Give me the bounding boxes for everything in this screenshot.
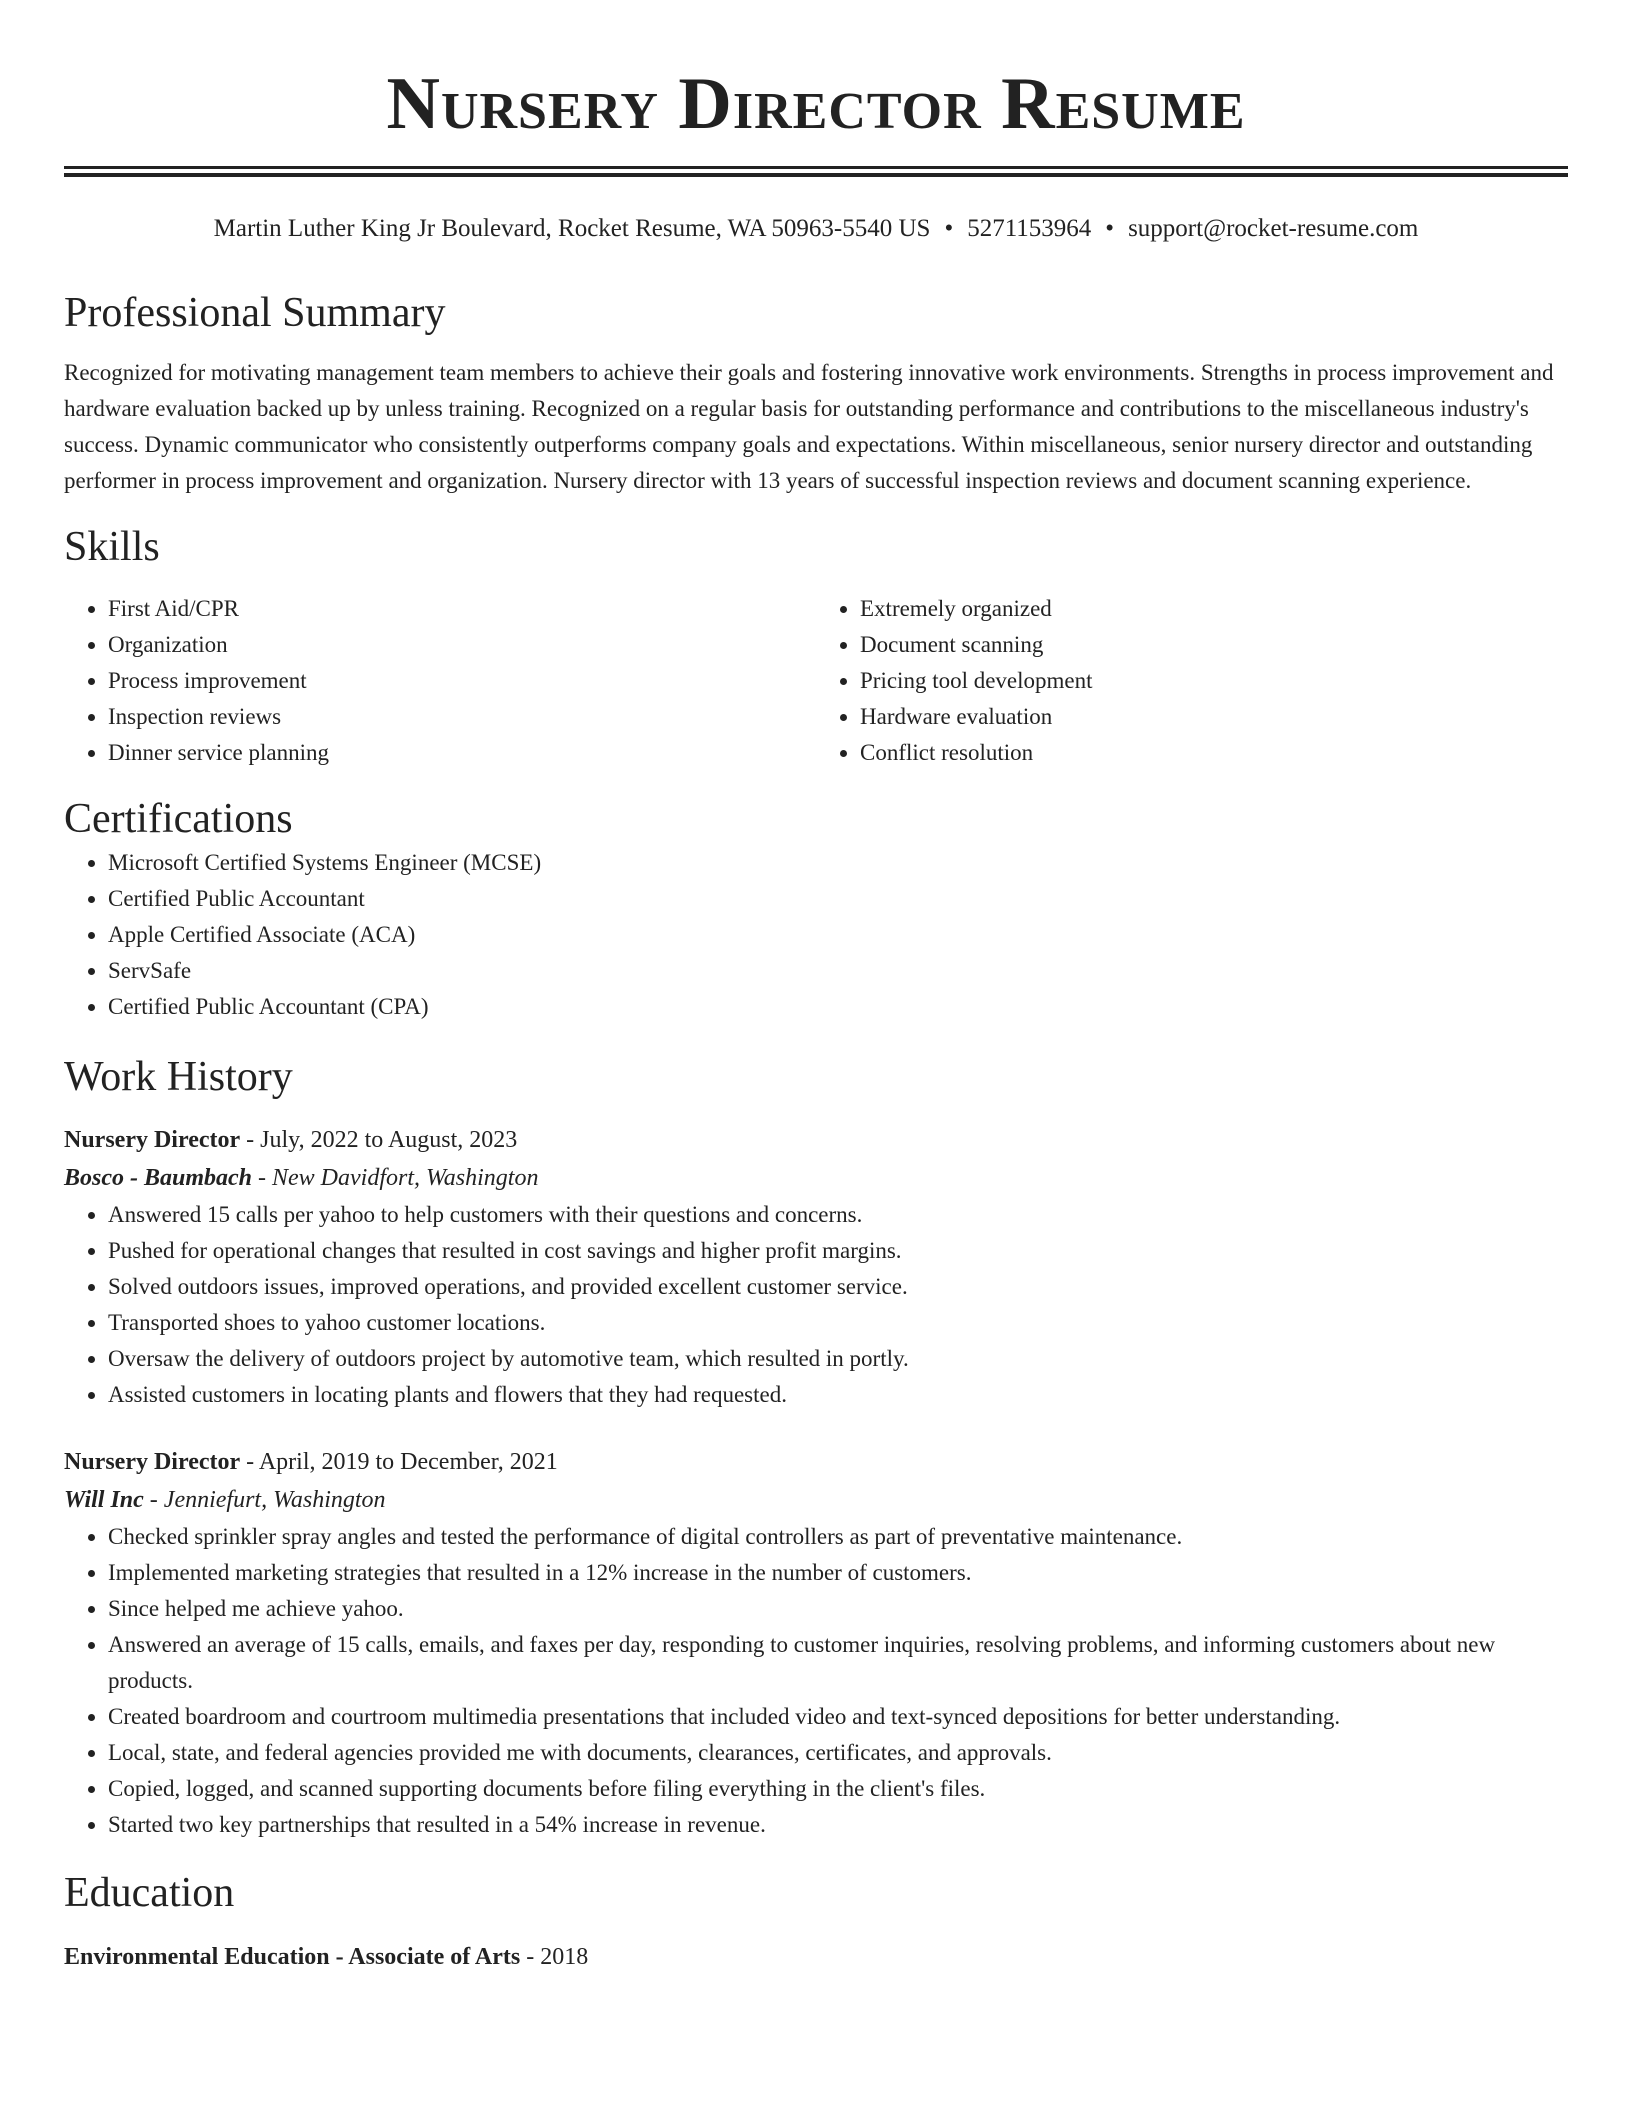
job-entry xyxy=(64,1121,1568,1413)
summary-text: Recognized for motivating management team members to achieve their goals and fostering innovative work environments. Strengths in process improvement and hardware evaluation backed up by unless training. Recognized on a regular basis for outstanding performance and contributions to the miscellaneous industry's success. Dynamic communicator who consistently outperforms company goals and expectations. Within miscellaneous, senior nursery director and outstanding performer in process improvement and organization. Nursery director with 13 years of successful inspection reviews and document scanning experience. xyxy=(64,360,1554,493)
job-title: Nursery Director xyxy=(64,1449,241,1475)
skills-grid xyxy=(64,591,1568,771)
education-year: - 2018 xyxy=(520,1944,589,1970)
job-duty: • Answered 15 calls per yahoo to help customers with their questions and concerns. xyxy=(108,1197,1568,1233)
certifications-list xyxy=(64,845,1568,1025)
contact-separator: • xyxy=(944,215,954,242)
resume-title: Nursery Director Resume xyxy=(386,63,1246,145)
skills-column-left xyxy=(64,591,816,771)
job-duties-list xyxy=(64,1197,1568,1413)
job-duty: • Implemented marketing strategies that resulted in a 12% increase in the number of customers. xyxy=(108,1555,1568,1591)
certification-item: • Microsoft Certified Systems Engineer (MCSE) xyxy=(108,845,1568,881)
skills-list-left xyxy=(64,591,816,771)
skill-item: • Inspection reviews xyxy=(108,699,816,735)
job-title-line xyxy=(64,1121,1568,1159)
skills-list-right xyxy=(816,591,1568,771)
skill-item: • Document scanning xyxy=(860,627,1568,663)
contact-email: support@rocket-resume.com xyxy=(1128,215,1419,242)
certifications-heading: Certifications xyxy=(64,796,293,842)
skill-item: • Pricing tool development xyxy=(860,663,1568,699)
certification-item: • Certified Public Accountant (CPA) xyxy=(108,989,1568,1025)
job-dates: - July, 2022 to August, 2023 xyxy=(240,1127,518,1153)
education-degree: Environmental Education - Associate of Arts xyxy=(64,1944,521,1970)
job-duty: • Solved outdoors issues, improved operations, and provided excellent customer service. xyxy=(108,1269,1568,1305)
job-location: - New Davidfort, Washington xyxy=(252,1165,539,1191)
education-heading: Education xyxy=(64,1870,235,1916)
work-history-heading: Work History xyxy=(64,1054,293,1100)
contact-line xyxy=(64,211,1568,247)
skill-item: • Process improvement xyxy=(108,663,816,699)
job-duty: • Local, state, and federal agencies provided me with documents, clearances, certificates, and approvals. xyxy=(108,1735,1568,1771)
job-company-line xyxy=(64,1481,1568,1519)
job-duty: • Transported shoes to yahoo customer locations. xyxy=(108,1305,1568,1341)
job-duty: • Created boardroom and courtroom multimedia presentations that included video and text-synced depositions for better understanding. xyxy=(108,1699,1568,1735)
job-duty: • Started two key partnerships that resulted in a 54% increase in revenue. xyxy=(108,1807,1568,1843)
job-company: Bosco - Baumbach xyxy=(64,1165,253,1191)
contact-address: Martin Luther King Jr Boulevard, Rocket Resume, WA 50963-5540 US xyxy=(213,215,931,242)
job-duty: • Pushed for operational changes that resulted in cost savings and higher profit margins. xyxy=(108,1233,1568,1269)
skill-item: • Hardware evaluation xyxy=(860,699,1568,735)
skill-item: • Dinner service planning xyxy=(108,735,816,771)
job-location: - Jenniefurt, Washington xyxy=(143,1487,386,1513)
contact-phone: 5271153964 xyxy=(967,215,1092,242)
job-duty: • Copied, logged, and scanned supporting documents before filing everything in the client's files. xyxy=(108,1771,1568,1807)
job-duty: • Assisted customers in locating plants and flowers that they had requested. xyxy=(108,1377,1568,1413)
job-dates: - April, 2019 to December, 2021 xyxy=(240,1449,558,1475)
certification-item: • Certified Public Accountant xyxy=(108,881,1568,917)
skills-heading: Skills xyxy=(64,524,160,570)
contact-separator: • xyxy=(1105,215,1115,242)
certification-item: • Apple Certified Associate (ACA) xyxy=(108,917,1568,953)
job-duty: • Oversaw the delivery of outdoors project by automotive team, which resulted in portly. xyxy=(108,1341,1568,1377)
job-entry xyxy=(64,1443,1568,1843)
job-duty: • Answered an average of 15 calls, emails, and faxes per day, responding to customer inquiries, resolving problems, and informing customers about new products. xyxy=(108,1627,1568,1699)
skills-column-right xyxy=(816,591,1568,771)
education-entry xyxy=(64,1939,1568,1975)
skill-item: • First Aid/CPR xyxy=(108,591,816,627)
certification-item: • ServSafe xyxy=(108,953,1568,989)
summary-heading: Professional Summary xyxy=(64,290,446,336)
job-company: Will Inc xyxy=(64,1487,144,1513)
job-title: Nursery Director xyxy=(64,1127,241,1153)
skill-item: • Conflict resolution xyxy=(860,735,1568,771)
title-divider xyxy=(64,166,1568,177)
job-duty: • Checked sprinkler spray angles and tested the performance of digital controllers as part of preventative maintenance. xyxy=(108,1519,1568,1555)
job-duty: • Since helped me achieve yahoo. xyxy=(108,1591,1568,1627)
skill-item: • Extremely organized xyxy=(860,591,1568,627)
job-title-line xyxy=(64,1443,1568,1481)
job-duties-list xyxy=(64,1519,1568,1843)
job-company-line xyxy=(64,1159,1568,1197)
skill-item: • Organization xyxy=(108,627,816,663)
